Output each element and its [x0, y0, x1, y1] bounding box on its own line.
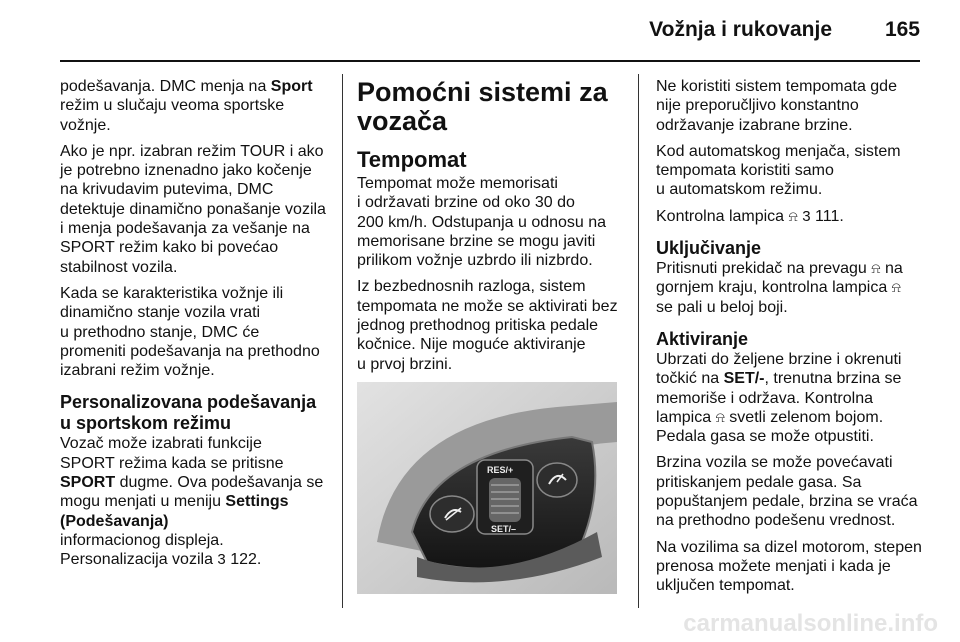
page-number: 165 — [884, 18, 920, 41]
text-line: Ubrzati do željene brzine i okrenuti — [656, 350, 902, 368]
paragraph — [357, 174, 627, 270]
text-line: Brzina vozila se može povećavati — [656, 454, 893, 472]
paragraph — [656, 538, 936, 596]
text-line: na — [880, 260, 903, 278]
paragraph — [357, 277, 627, 373]
text-line: Iz bezbednosnih razloga, sistem — [357, 278, 586, 296]
steering-wheel-controls-image — [357, 382, 617, 594]
bold-text: SPORT — [60, 474, 116, 492]
text-line: pritiskanjem pedale gasa. Sa — [656, 473, 862, 491]
watermark: carmanualsonline.info — [683, 610, 938, 637]
bold-text: (Podešavanja) — [60, 512, 169, 530]
text-line: 122. — [225, 551, 262, 569]
column-right — [656, 77, 936, 603]
text-line: na krivudavim putevima, DMC — [60, 181, 274, 199]
cruise-control-icon: ⍾ — [788, 207, 798, 224]
page-header-title: Vožnja i rukovanje — [649, 18, 832, 41]
text-line: vožnje. — [60, 116, 111, 134]
heading-line: u sportskom režimu — [60, 413, 232, 434]
text-line: popuštanjem pedale, brzina se vraća — [656, 493, 918, 511]
set-minus-label: SET/– — [491, 523, 517, 534]
text-line: Ako je npr. izabran režim TOUR i ako — [60, 142, 324, 160]
paragraph — [60, 142, 332, 277]
text-line: Pedala gasa se može otpustiti. — [656, 428, 874, 446]
text-line: dugme. Ova podešavanja se — [115, 474, 324, 492]
text-line: memoriše i održava. Kontrolna — [656, 389, 873, 407]
paragraph — [60, 434, 332, 569]
text-line: u prethodno stanje, DMC će — [60, 323, 260, 341]
paragraph — [60, 284, 332, 380]
text-line: kočnice. Nije moguće aktiviranje — [357, 336, 586, 354]
text-line: svetli zelenom bojom. — [724, 408, 884, 426]
title-line: Pomoćni sistemi za — [357, 77, 608, 107]
text-line: informacionog displeja. — [60, 531, 224, 549]
text-line: točkić na — [656, 370, 724, 388]
text-line: održavanje izabrane brzine. — [656, 116, 853, 134]
page-reference-icon: 3 — [802, 207, 811, 225]
bold-text: Sport — [270, 78, 313, 95]
text-line: je potrebno iznenadno jako kočenje — [60, 162, 312, 180]
text-line: Ne koristiti sistem tempomata gde — [656, 78, 897, 95]
section-heading — [60, 392, 332, 434]
title-line: vozača — [357, 106, 448, 136]
text-line: memorisane brzine se mogu javiti — [357, 232, 596, 250]
text-line: lampica — [656, 408, 716, 426]
paragraph — [656, 453, 936, 530]
text-line: Kada se karakteristika vožnje ili — [60, 284, 284, 302]
text-line: Tempomat može memorisati — [357, 175, 558, 192]
text-line: detektuje dinamično ponašanje vozila — [60, 200, 326, 218]
text-line: 111. — [810, 207, 844, 225]
text-line: se pali u beloj boji. — [656, 298, 788, 316]
column-separator — [342, 74, 343, 608]
text-line: nije preporučljivo konstantno — [656, 97, 859, 115]
cruise-control-icon: ⍾ — [715, 408, 725, 425]
text-line: Na vozilima sa dizel motorom, stepen — [656, 538, 922, 556]
text-line: u automatskom režimu. — [656, 181, 823, 199]
text-line: Vozač može izabrati funkcije — [60, 435, 262, 453]
text-line: dinamično stanje vozila vrati — [60, 304, 261, 322]
subsection-heading: Aktiviranje — [656, 328, 749, 349]
paragraph — [60, 77, 332, 135]
text-line: promeniti podešavanja na prethodno — [60, 342, 320, 360]
paragraph — [656, 259, 936, 317]
paragraph — [656, 207, 936, 226]
text-line: Kontrolna lampica — [656, 207, 789, 225]
text-line: 200 km/h. Odstupanja u odnosu na — [357, 213, 607, 231]
text-line: mogu menjati u meniju — [60, 493, 226, 511]
subsection-heading: Uključivanje — [656, 238, 762, 259]
text-line: uključen tempomat. — [656, 577, 795, 595]
text-line: SPORT režima kada se pritisne — [60, 454, 284, 472]
paragraph — [656, 142, 936, 200]
bold-text: SET/- — [723, 370, 765, 388]
text-line: jednog prethodnog pritiska pedale — [357, 317, 599, 335]
text-line: tempomata koristiti samo — [656, 162, 834, 180]
bold-text: Settings — [225, 493, 289, 511]
text-line: u prvoj brzini. — [357, 355, 453, 373]
text-line: izabrani režim vožnje. — [60, 362, 215, 380]
res-plus-label: RES/+ — [487, 464, 514, 475]
text-line: prenosa možete menjati i kada je — [656, 557, 891, 575]
text-line: SPORT režim kako bi povećao — [60, 239, 279, 257]
text-line: podešavanja. DMC menja na — [60, 78, 271, 95]
text-line: stabilnost vozila. — [60, 258, 178, 276]
text-line: Kod automatskog menjača, sistem — [656, 142, 901, 160]
column-middle — [357, 78, 627, 594]
column-separator — [638, 74, 639, 608]
text-line: na prethodno podešenu vrednost. — [656, 512, 896, 530]
text-line: tempomata ne može se aktivirati bez — [357, 297, 618, 315]
text-line: i održavati brzine od oko 30 do — [357, 194, 575, 212]
text-line: prilikom vožnje uzbrdo ili nizbrdo. — [357, 252, 593, 270]
column-left — [60, 77, 332, 577]
page-reference-icon: 3 — [217, 551, 226, 569]
text-line: i menja podešavanja za vešanje na — [60, 220, 310, 238]
text-line: režim u slučaju veoma sportske — [60, 97, 285, 115]
cruise-control-icon: ⍾ — [891, 279, 901, 296]
header-rule — [60, 60, 920, 62]
text-line: , trenutna brzina se — [764, 370, 902, 388]
cruise-control-photo — [357, 382, 617, 594]
paragraph — [656, 77, 936, 135]
text-line: Pritisnuti prekidač na prevagu — [656, 260, 872, 278]
paragraph — [656, 350, 936, 446]
heading-line: Personalizovana podešavanja — [60, 392, 317, 413]
section-title: Tempomat — [357, 147, 467, 172]
text-line: Personalizacija vozila — [60, 551, 218, 569]
chapter-title — [357, 78, 627, 136]
cruise-control-icon: ⍾ — [871, 260, 881, 277]
text-line: gornjem kraju, kontrolna lampica — [656, 279, 892, 297]
